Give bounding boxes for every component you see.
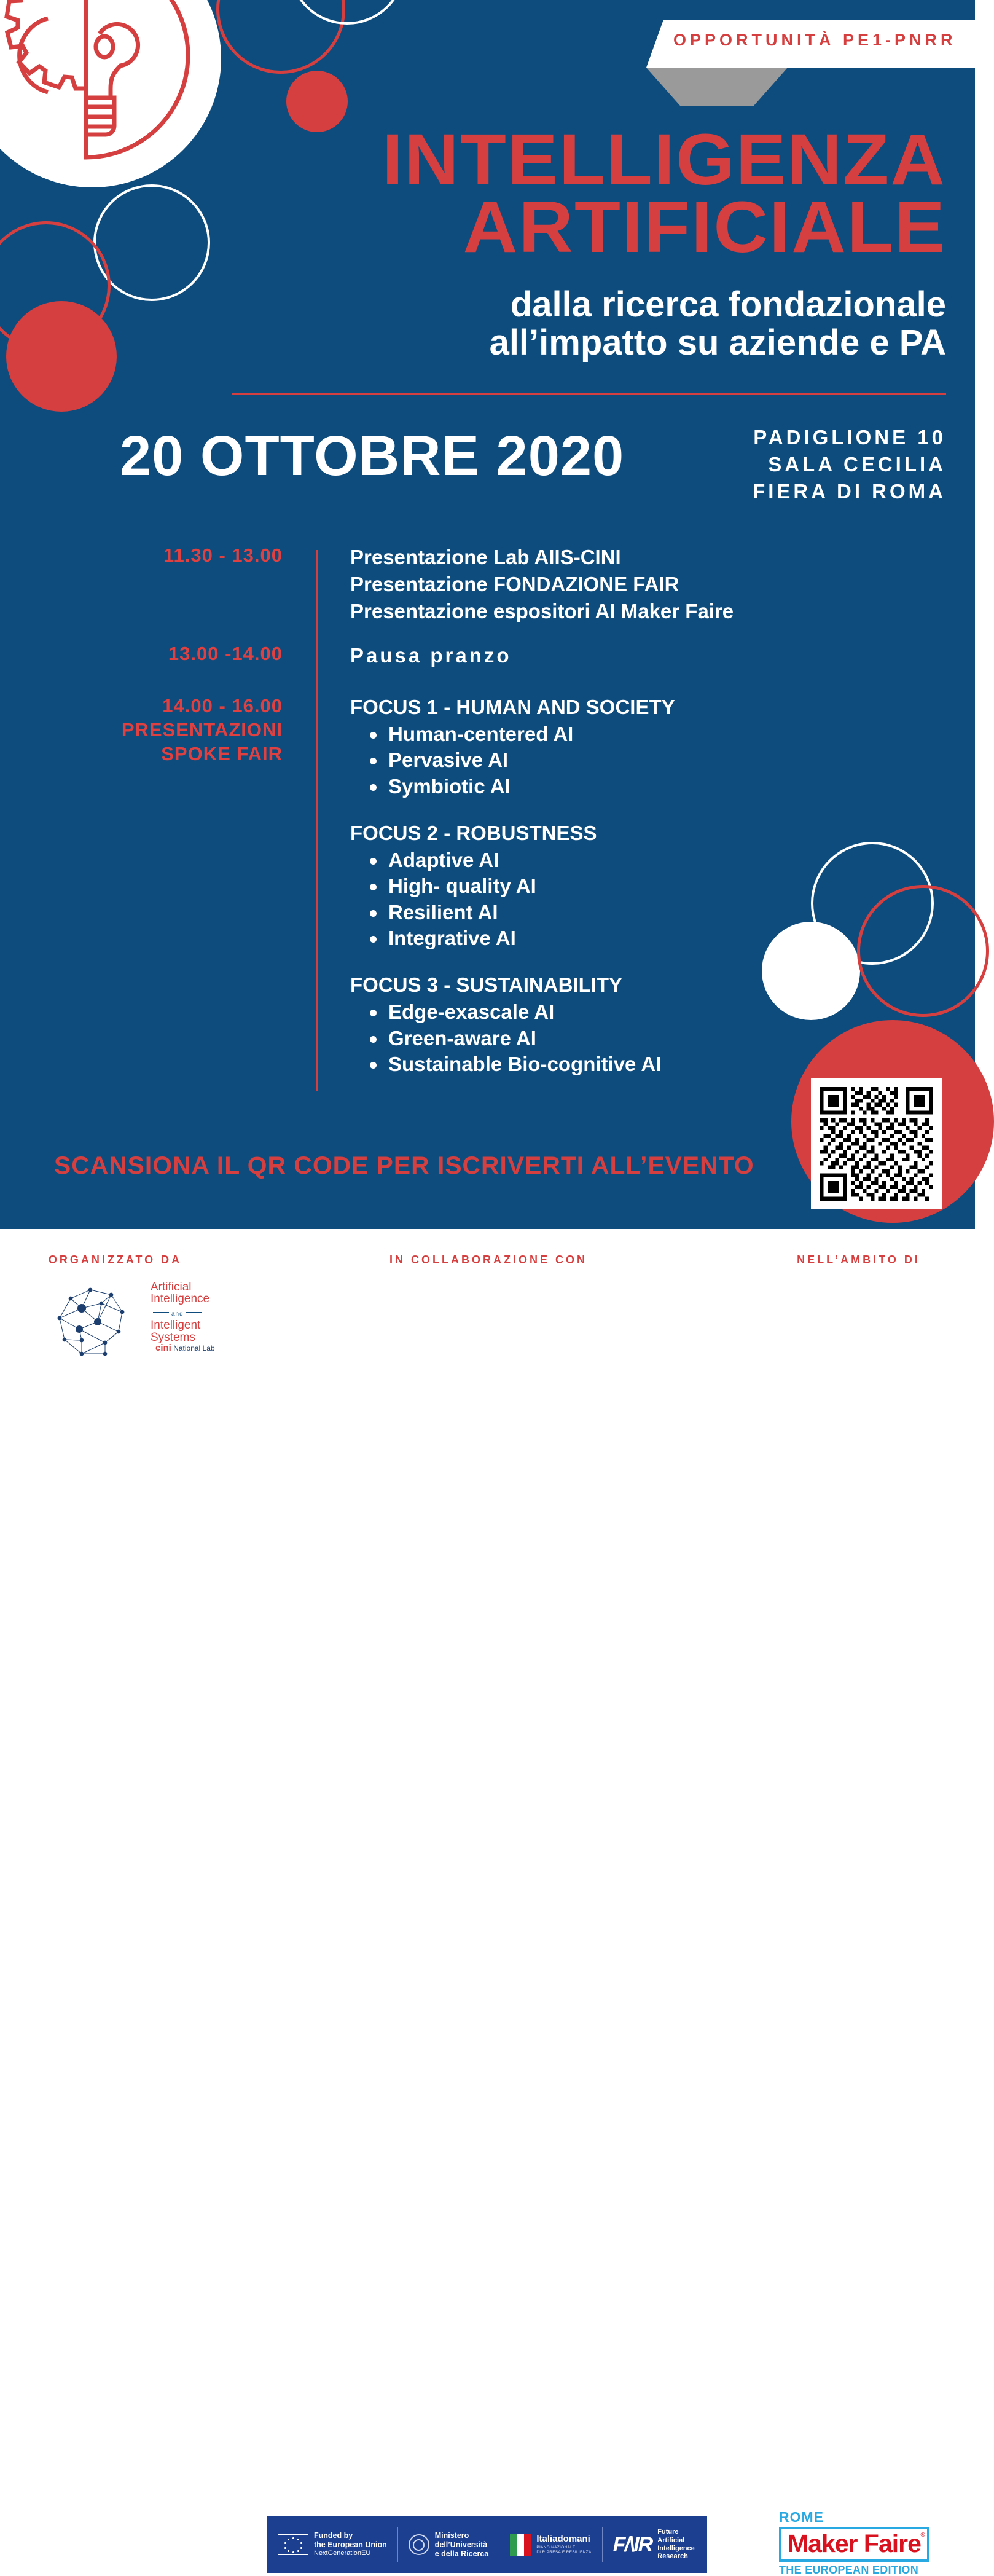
focus-bullet: Edge-exascale AI [350, 999, 940, 1025]
fair-logo [603, 2528, 705, 2561]
focus-bullet: Sustainable Bio-cognitive AI [350, 1051, 940, 1077]
footer-label-in-collaboration-with: IN COLLABORAZIONE CON [389, 1254, 587, 1266]
schedule-time: 13.00 -14.00 [168, 643, 283, 664]
aiis-connector: and [171, 1310, 184, 1317]
focus-bullet: Symbiotic AI [350, 774, 940, 799]
italian-flag-icon [510, 2534, 531, 2556]
focus-group [350, 694, 940, 799]
schedule-items [350, 544, 940, 625]
aiis-connector-row [151, 1306, 237, 1318]
italiadomani-text [536, 2534, 591, 2555]
divider-rule [232, 393, 946, 395]
event-date: 20 OTTOBRE 2020 [120, 425, 625, 487]
focus-bullet: Adaptive AI [350, 847, 940, 873]
focus-group-title: FOCUS 3 - SUSTAINABILITY [350, 973, 623, 997]
subtitle-line-1: dalla ricerca fondazionale [510, 285, 946, 324]
republic-emblem-icon [409, 2534, 429, 2555]
aiis-line-3: Intelligent [151, 1319, 201, 1332]
italiadomani-wordmark: Italiadomani [536, 2533, 590, 2544]
decorative-dot-red-top [286, 71, 348, 132]
mur-line-2: dell’Università [434, 2540, 488, 2549]
maker-faire-rome: ROME [779, 2509, 824, 2525]
cini-wordmark: cini [155, 1343, 171, 1353]
focus-bullet: Integrative AI [350, 925, 940, 951]
ministero-text [435, 2531, 489, 2559]
footer-label-organized-by: ORGANIZZATO DA [48, 1254, 182, 1266]
ministero-logo [398, 2531, 499, 2559]
footer-label-within: NELL’AMBITO DI [797, 1254, 920, 1266]
focus-group-title: FOCUS 1 - HUMAN AND SOCIETY [350, 696, 675, 718]
focus-group-title: FOCUS 2 - ROBUSTNESS [350, 821, 597, 844]
event-venue [688, 424, 946, 505]
venue-line-3: FIERA DI ROMA [753, 479, 946, 503]
venue-line-2: SALA CECILIA [768, 452, 946, 476]
focus-bullet: Human-centered AI [350, 721, 940, 747]
mur-line-1: Ministero [434, 2531, 469, 2540]
schedule-time-range: 14.00 - 16.00 [162, 695, 283, 717]
qr-code[interactable] [811, 1078, 942, 1209]
aiis-rule-left [153, 1312, 169, 1313]
page-subtitle [0, 286, 946, 362]
schedule-time: 11.30 - 13.00 [163, 544, 283, 566]
poster-blue-background [0, 0, 975, 1229]
fair-monogram: F/\IR [612, 2533, 652, 2556]
aiis-line-4: Systems [151, 1330, 195, 1344]
fair-line-4: Research [657, 2553, 688, 2561]
schedule-time-note-2: SPOKE FAIR [161, 742, 283, 764]
ai-head-network-icon [46, 1281, 144, 1355]
italiadomani-sub-1: PIANO NAZIONALE [536, 2545, 576, 2550]
focus-bullet-list [350, 847, 940, 951]
aiis-cini-logo [46, 1281, 215, 1355]
funded-by-eu-text [314, 2531, 387, 2558]
fair-text [657, 2528, 695, 2561]
aiis-rule-right [186, 1312, 202, 1313]
focus-groups [350, 694, 940, 1098]
maker-faire-subtitle: THE EUROPEAN EDITION [779, 2564, 919, 2576]
qr-call-to-action: SCANSIONA IL QR CODE PER ISCRIVERTI ALL’EVENTO [54, 1152, 754, 1179]
fair-line-3: Intelligence [657, 2545, 695, 2552]
eu-line-1: Funded by [314, 2531, 353, 2540]
footer [0, 1229, 975, 2576]
eu-line-2: the European Union [314, 2540, 387, 2550]
focus-group [350, 820, 940, 951]
title-line-2: ARTIFICIALE [463, 186, 946, 268]
italiadomani-sub-2: DI RIPRESA E RESILIENZA [536, 2550, 592, 2554]
maker-faire-box [779, 2527, 929, 2562]
fair-line-1: Future [657, 2528, 679, 2536]
schedule-item: Presentazione FONDAZIONE FAIR [350, 572, 679, 595]
aiis-line-2: Intelligence [151, 1292, 210, 1306]
schedule-items [350, 642, 940, 669]
schedule-item: Pausa pranzo [350, 644, 512, 667]
focus-bullet-list [350, 721, 940, 799]
eu-line-3: NextGenerationEU [314, 2550, 371, 2558]
maker-faire-wordmark: Maker Faire [788, 2529, 921, 2558]
fair-line-2: Artificial [657, 2536, 685, 2544]
page-title [0, 119, 946, 268]
title-line-1: INTELLIGENZA [382, 119, 946, 200]
focus-bullet-list [350, 999, 940, 1077]
funded-by-eu-logo [267, 2531, 397, 2558]
mur-line-3: e della Ricerca [434, 2549, 489, 2558]
aiis-line-1: Artificial [151, 1281, 192, 1294]
schedule-divider-line [316, 550, 318, 1091]
aiis-wordmark [151, 1281, 237, 1343]
focus-group [350, 972, 940, 1077]
subtitle-line-2: all’impatto su aziende e PA [489, 323, 946, 363]
schedule-item: Presentazione espositori AI Maker Faire [350, 599, 734, 622]
focus-bullet: Pervasive AI [350, 747, 940, 773]
focus-bullet: High- quality AI [350, 873, 940, 899]
maker-faire-logo [779, 2510, 933, 2575]
venue-line-1: PADIGLIONE 10 [753, 426, 946, 449]
italiadomani-logo [499, 2534, 601, 2556]
decorative-circle-white-outline-top [289, 0, 405, 25]
ribbon-fold-shadow [646, 68, 788, 106]
focus-bullet: Green-aware AI [350, 1026, 940, 1051]
cini-national-lab [155, 1343, 215, 1353]
qr-code-image[interactable] [820, 1087, 933, 1201]
schedule-time [0, 694, 283, 766]
focus-bullet: Resilient AI [350, 900, 940, 925]
registered-trademark-icon: ® [920, 2532, 925, 2539]
ribbon-label: OPPORTUNITÀ PE1-PNRR [673, 31, 957, 49]
national-lab-text: National Lab [173, 1344, 215, 1353]
schedule-time-note-1: PRESENTAZIONI [121, 718, 283, 740]
partner-logo-bar [267, 2516, 707, 2573]
eu-flag-icon [278, 2534, 308, 2555]
schedule-item: Presentazione Lab AIIS-CINI [350, 546, 621, 568]
decorative-circle-red-outline-top [216, 0, 345, 74]
